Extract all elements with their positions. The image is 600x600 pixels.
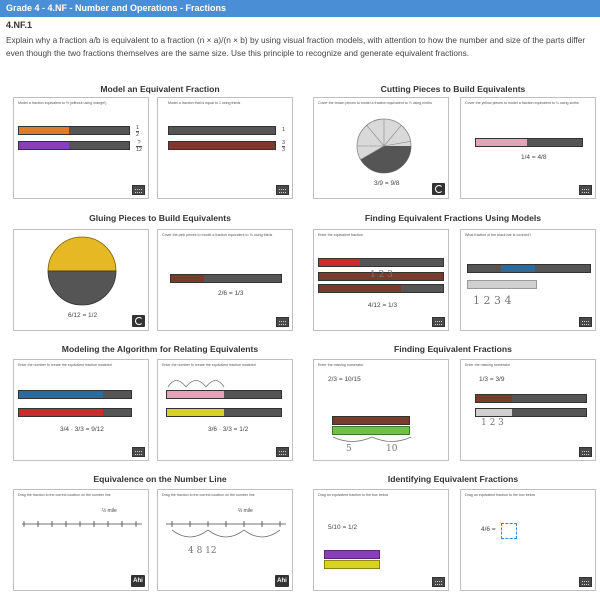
equation-text: 1/3 = 3/9 [479,376,505,383]
activity-card-gluing-bar[interactable] [157,229,293,331]
pie-icon[interactable] [432,183,445,195]
fraction-bar[interactable] [475,408,587,417]
pie-icon[interactable] [132,315,145,327]
activity-card-model-equal-one[interactable] [157,97,293,199]
fraction-bar[interactable] [166,390,282,399]
circle-model[interactable] [47,236,117,306]
activity-card-cutting-bar[interactable] [460,97,596,199]
card-prompt: What fraction of the black bar is covered? [465,233,532,237]
fraction-bar[interactable] [168,141,276,150]
handwriting: 10 [386,444,398,454]
fraction-bar[interactable] [475,138,583,147]
card-prompt: Model a fraction equivalent to ½ (without using orange!) [18,101,107,105]
fraction-bar[interactable] [170,274,282,283]
activity-card-models-blue[interactable] [460,229,596,331]
standard-code: 4.NF.1 [6,20,33,30]
handwriting: 4 8 12 [188,546,217,556]
fraction-bar[interactable] [475,394,587,403]
activity-card-missing-numerator-a[interactable] [313,359,449,461]
card-prompt: Cover the brown pieces to model a fraction equivalent to ⅓ using ninths [318,101,432,105]
card-prompt: Drag the fraction to the correct location on the number line [162,493,255,497]
fraction-bar[interactable] [318,284,444,293]
card-prompt: Drag an equivalent fraction to the box below [318,493,389,497]
card-prompt: Enter the missing numerator [318,363,364,367]
keyboard-icon[interactable] [132,447,145,457]
card-prompt: Enter the missing numerator [465,363,511,367]
fraction-label: 1 [282,127,286,133]
card-prompt: Enter the equivalent fraction [318,233,363,237]
fraction-bar[interactable] [332,426,410,435]
equation-text: 3/9 = 9/8 [374,180,400,187]
section-title: Modeling the Algorithm for Relating Equivalents [61,344,259,354]
activity-card-number-line-b[interactable] [157,489,293,591]
section-title: Finding Equivalent Fractions Using Models [364,213,542,223]
keyboard-icon[interactable] [432,317,445,327]
fraction-bar[interactable] [166,408,282,417]
activity-card-identify-b[interactable] [460,489,596,591]
fraction-bar[interactable] [467,264,591,273]
card-prompt: Model a fraction that is equal to 1 using thirds [168,101,241,105]
keyboard-icon[interactable] [432,577,445,587]
card-prompt: Drag the fraction to the correct location on the number line [18,493,111,497]
equation-text: 3/4 · 3/3 = 9/12 [60,426,104,433]
activity-card-algorithm-a[interactable] [13,359,149,461]
equation-text: 2/6 = 1/3 [218,290,244,297]
card-prompt: Enter the number to create the equivalent fraction modeled [162,363,256,367]
activity-card-missing-numerator-b[interactable] [460,359,596,461]
activity-card-gluing-circle[interactable] [13,229,149,331]
activity-card-number-line-a[interactable] [13,489,149,591]
fraction-label: 3 3 [282,140,286,153]
handwriting: 1 2 3 4 [473,294,512,307]
section-title: Cutting Pieces to Build Equivalents [380,84,526,94]
handwriting: 5 [346,444,352,454]
fraction-bar[interactable] [18,126,130,135]
fraction-label: ? 12 [136,140,143,153]
activity-card-models-red[interactable] [313,229,449,331]
equation-text: 6/12 = 1/2 [68,312,98,319]
activity-card-identify-a[interactable] [313,489,449,591]
page-title: Grade 4 - 4.NF - Number and Operations - Fractions [6,3,227,13]
ahi-icon[interactable]: Ahi [131,575,145,587]
keyboard-icon[interactable] [579,317,592,327]
section-title: Model an Equivalent Fraction [100,84,220,94]
keyboard-icon[interactable] [276,317,289,327]
handwriting: 1 2 3 [370,270,393,280]
handwriting: 1 2 3 [481,418,504,428]
equation-text: 5/10 = 1/2 [328,524,358,531]
grouping-arcs [166,374,226,388]
keyboard-icon[interactable] [579,447,592,457]
keyboard-icon[interactable] [132,185,145,195]
keyboard-icon[interactable] [579,185,592,195]
standard-description: Explain why a fraction a/b is equivalent to a fraction (n × a)/(n × b) by using visual fraction models, with attention to how the number and size of the parts differ even though the two fractions themselves are the same size. Use this principle to recognize and generate equivalent fractions. [6,35,586,58]
activity-card-cutting-pie[interactable] [313,97,449,199]
activity-card-model-equivalent[interactable] [13,97,149,199]
answer-drop-box[interactable] [501,523,517,539]
card-prompt: Enter the number to create the equivalent fraction modeled [18,363,112,367]
card-prompt: Cover the yellow pieces to model a fraction equivalent to ¼ using sixths [465,101,579,105]
section-title: Gluing Pieces to Build Equivalents [89,213,231,223]
number-line [20,518,144,534]
equation-text: 1/4 = 4/8 [521,154,547,161]
fraction-bar[interactable] [467,280,537,289]
keyboard-icon[interactable] [276,447,289,457]
fraction-bar[interactable] [324,550,380,559]
fraction-bar[interactable] [18,141,130,150]
card-prompt: Drag an equivalent fraction to the box below [465,493,536,497]
activity-card-algorithm-b[interactable] [157,359,293,461]
fraction-bar[interactable] [18,390,132,399]
ahi-icon[interactable]: Ahi [275,575,289,587]
page-header-bar [0,0,600,17]
fraction-label: 1 2 [136,125,140,138]
equation-text: 4/12 = 1/3 [368,302,398,309]
keyboard-icon[interactable] [579,577,592,587]
grouping-arcs [332,436,412,446]
section-title: Identifying Equivalent Fractions [387,474,519,484]
equation-text: 2/3 = 10/15 [328,376,361,383]
section-title: Equivalence on the Number Line [93,474,227,484]
number-line-marker[interactable]: ½ mile [102,508,117,514]
equation-text: 4/6 = [481,526,496,533]
section-title: Finding Equivalent Fractions [394,344,512,354]
fraction-bar[interactable] [18,408,132,417]
card-prompt: Cover the pink pieces to model a fraction equivalent to ⅙ using thirds [162,233,273,237]
number-line [164,518,288,548]
fraction-bar[interactable] [324,560,380,569]
number-line-marker[interactable]: ⅔ mile [238,508,253,514]
equation-text: 3/6 · 3/3 = 1/2 [208,426,249,433]
fraction-bar[interactable] [332,416,410,425]
pie-model[interactable] [356,118,412,174]
fraction-bar[interactable] [168,126,276,135]
fraction-bar[interactable] [318,258,444,267]
keyboard-icon[interactable] [276,185,289,195]
